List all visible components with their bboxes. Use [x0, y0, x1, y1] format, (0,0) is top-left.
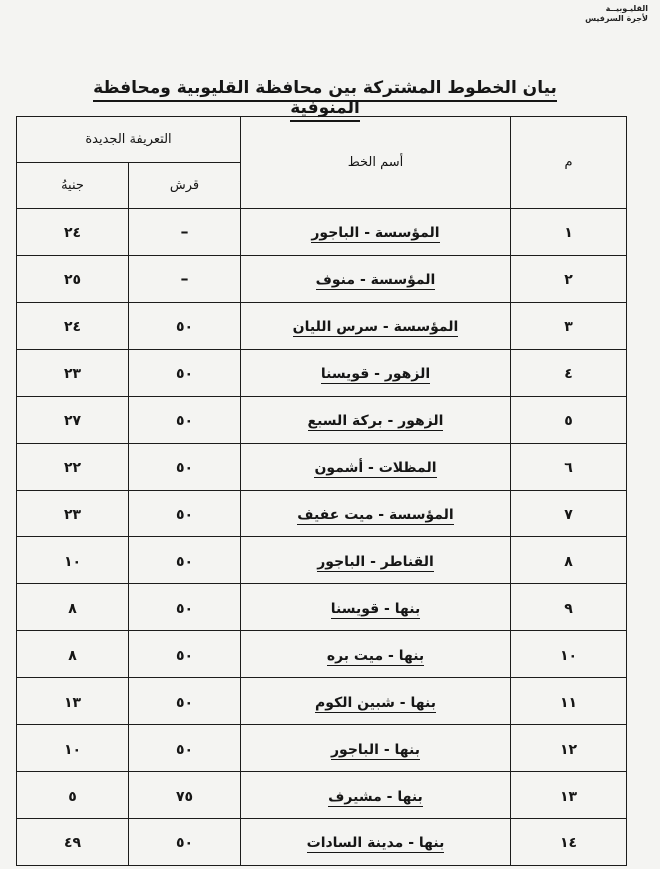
- letterhead-line-2: لأجرة السرفيس: [585, 14, 648, 23]
- table-row: [17, 678, 627, 725]
- table-row: [17, 818, 627, 865]
- pound-cell: [17, 209, 129, 256]
- qirsh-cell: [129, 725, 241, 772]
- row-number-cell-text: ٢: [564, 272, 573, 289]
- qirsh-cell: [129, 678, 241, 725]
- table-row: [17, 396, 627, 443]
- row-number-cell-text: ٧: [564, 506, 573, 523]
- row-number-cell: [511, 818, 627, 865]
- qirsh-cell-text: ٥٠: [175, 366, 194, 383]
- qirsh-cell-text: ٥٠: [175, 319, 194, 336]
- line-name-cell: [241, 396, 511, 443]
- line-name-cell-text: المؤسسة - الباجور: [311, 225, 440, 242]
- qirsh-cell: [129, 209, 241, 256]
- row-number-cell: [511, 490, 627, 537]
- qirsh-cell-text: ٥٠: [175, 553, 194, 570]
- table-row: [17, 725, 627, 772]
- table-row: [17, 209, 627, 256]
- row-number-cell: [511, 631, 627, 678]
- pound-cell: [17, 584, 129, 631]
- line-name-cell: [241, 584, 511, 631]
- qirsh-cell: [129, 537, 241, 584]
- row-number-cell: [511, 772, 627, 819]
- pound-cell-text: ٢٧: [63, 413, 82, 430]
- table-row: [17, 255, 627, 302]
- line-name-cell-text: المؤسسة - منوف: [315, 272, 436, 289]
- line-name-cell-text: بنها - قويسنا: [330, 600, 421, 617]
- row-number-cell-text: ١١: [559, 694, 578, 711]
- pound-cell: [17, 631, 129, 678]
- qirsh-cell: [129, 443, 241, 490]
- qirsh-cell-text: –: [180, 222, 189, 242]
- header-pound: جنيهُ: [17, 163, 129, 209]
- line-name-cell-text: المؤسسة - سرس الليان: [292, 319, 459, 336]
- table-row: [17, 631, 627, 678]
- row-number-cell-text: ٥: [564, 413, 573, 430]
- row-number-cell-text: ٩: [564, 600, 573, 617]
- line-name-cell: [241, 725, 511, 772]
- row-number-cell: [511, 255, 627, 302]
- line-name-cell: [241, 537, 511, 584]
- line-name-cell-text: بنها - شبين الكوم: [315, 694, 436, 711]
- pound-cell: [17, 818, 129, 865]
- qirsh-cell: [129, 490, 241, 537]
- row-number-cell: [511, 349, 627, 396]
- line-name-cell: [241, 678, 511, 725]
- row-number-cell-text: ١٢: [559, 741, 578, 758]
- row-number-cell-text: ٣: [564, 319, 573, 336]
- qirsh-cell: [129, 818, 241, 865]
- row-number-cell: [511, 725, 627, 772]
- table-row: [17, 584, 627, 631]
- line-name-cell-text: بنها - الباجور: [331, 741, 420, 758]
- qirsh-cell-text: ٥٠: [175, 741, 194, 758]
- pound-cell: [17, 396, 129, 443]
- pound-cell-text: ١٠: [63, 741, 82, 758]
- line-name-cell-text: المظلات - أشمون: [314, 460, 437, 477]
- line-name-cell-text: بنها - مدينة السادات: [306, 835, 445, 852]
- line-name-cell-text: الزهور - بركة السبع: [307, 413, 444, 430]
- header-line-name: أسم الخط: [241, 117, 511, 209]
- pound-cell-text: ٥: [68, 788, 77, 805]
- qirsh-cell: [129, 772, 241, 819]
- line-name-cell-text: الزهور - قويسنا: [320, 366, 431, 383]
- pound-cell-text: ٢٤: [63, 225, 82, 242]
- table-row: [17, 443, 627, 490]
- letterhead: [585, 4, 648, 24]
- qirsh-cell-text: ٧٥: [175, 788, 194, 805]
- qirsh-cell: [129, 302, 241, 349]
- pound-cell: [17, 349, 129, 396]
- row-number-cell: [511, 302, 627, 349]
- line-name-cell: [241, 255, 511, 302]
- pound-cell: [17, 772, 129, 819]
- table-row: [17, 302, 627, 349]
- row-number-cell-text: ٨: [564, 553, 573, 570]
- row-number-cell: [511, 396, 627, 443]
- row-number-cell-text: ٦: [564, 460, 573, 477]
- line-name-cell: [241, 772, 511, 819]
- pound-cell-text: ٢٣: [63, 366, 82, 383]
- qirsh-cell-text: ٥٠: [175, 694, 194, 711]
- pound-cell: [17, 537, 129, 584]
- letterhead-line-1: القليـوبيــة: [605, 4, 648, 13]
- line-name-cell: [241, 631, 511, 678]
- row-number-cell-text: ١٤: [559, 835, 578, 852]
- pound-cell-text: ٤٩: [63, 835, 82, 852]
- row-number-cell: [511, 678, 627, 725]
- pound-cell-text: ٨: [68, 600, 77, 617]
- line-name-cell-text: القناطر - الباجور: [317, 553, 434, 570]
- table-row: [17, 537, 627, 584]
- row-number-cell: [511, 584, 627, 631]
- pound-cell-text: ٢٣: [63, 506, 82, 523]
- tariff-table: [16, 116, 627, 866]
- qirsh-cell-text: ٥٠: [175, 647, 194, 664]
- qirsh-cell-text: ٥٠: [175, 835, 194, 852]
- table-row: [17, 349, 627, 396]
- pound-cell: [17, 678, 129, 725]
- line-name-cell: [241, 490, 511, 537]
- pound-cell-text: ١٣: [63, 694, 82, 711]
- pound-cell: [17, 725, 129, 772]
- row-number-cell: [511, 537, 627, 584]
- header-new-tariff: التعريفة الجديدة: [17, 117, 241, 163]
- header-qirsh: قرش: [129, 163, 241, 209]
- row-number-cell-text: ٤: [564, 366, 573, 383]
- line-name-cell: [241, 209, 511, 256]
- line-name-cell: [241, 818, 511, 865]
- qirsh-cell-text: –: [180, 269, 189, 289]
- document-title: [60, 78, 590, 118]
- line-name-cell: [241, 443, 511, 490]
- row-number-cell-text: ١: [564, 225, 573, 242]
- row-number-cell: [511, 209, 627, 256]
- qirsh-cell: [129, 255, 241, 302]
- table-row: [17, 772, 627, 819]
- pound-cell: [17, 490, 129, 537]
- table-row: [17, 490, 627, 537]
- row-number-cell-text: ١٣: [559, 788, 578, 805]
- row-number-cell-text: ١٠: [559, 647, 578, 664]
- pound-cell: [17, 443, 129, 490]
- qirsh-cell-text: ٥٠: [175, 600, 194, 617]
- pound-cell-text: ٢٥: [63, 272, 82, 289]
- qirsh-cell: [129, 396, 241, 443]
- pound-cell-text: ٨: [68, 647, 77, 664]
- pound-cell-text: ٢٢: [63, 460, 82, 477]
- table-body: [17, 209, 627, 866]
- line-name-cell-text: المؤسسة - ميت عفيف: [297, 506, 454, 523]
- line-name-cell: [241, 349, 511, 396]
- pound-cell: [17, 255, 129, 302]
- qirsh-cell-text: ٥٠: [175, 413, 194, 430]
- header-number: م: [511, 117, 627, 209]
- qirsh-cell-text: ٥٠: [175, 460, 194, 477]
- document-title-text: بيان الخطوط المشتركة بين محافظة القليوبية ومحافظة المنوفية: [93, 78, 557, 122]
- line-name-cell-text: بنها - ميت بره: [326, 647, 425, 664]
- qirsh-cell: [129, 349, 241, 396]
- line-name-cell-text: بنها - مشيرف: [328, 788, 423, 805]
- row-number-cell: [511, 443, 627, 490]
- qirsh-cell: [129, 584, 241, 631]
- pound-cell: [17, 302, 129, 349]
- pound-cell-text: ٢٤: [63, 319, 82, 336]
- qirsh-cell-text: ٥٠: [175, 506, 194, 523]
- qirsh-cell: [129, 631, 241, 678]
- line-name-cell: [241, 302, 511, 349]
- pound-cell-text: ١٠: [63, 553, 82, 570]
